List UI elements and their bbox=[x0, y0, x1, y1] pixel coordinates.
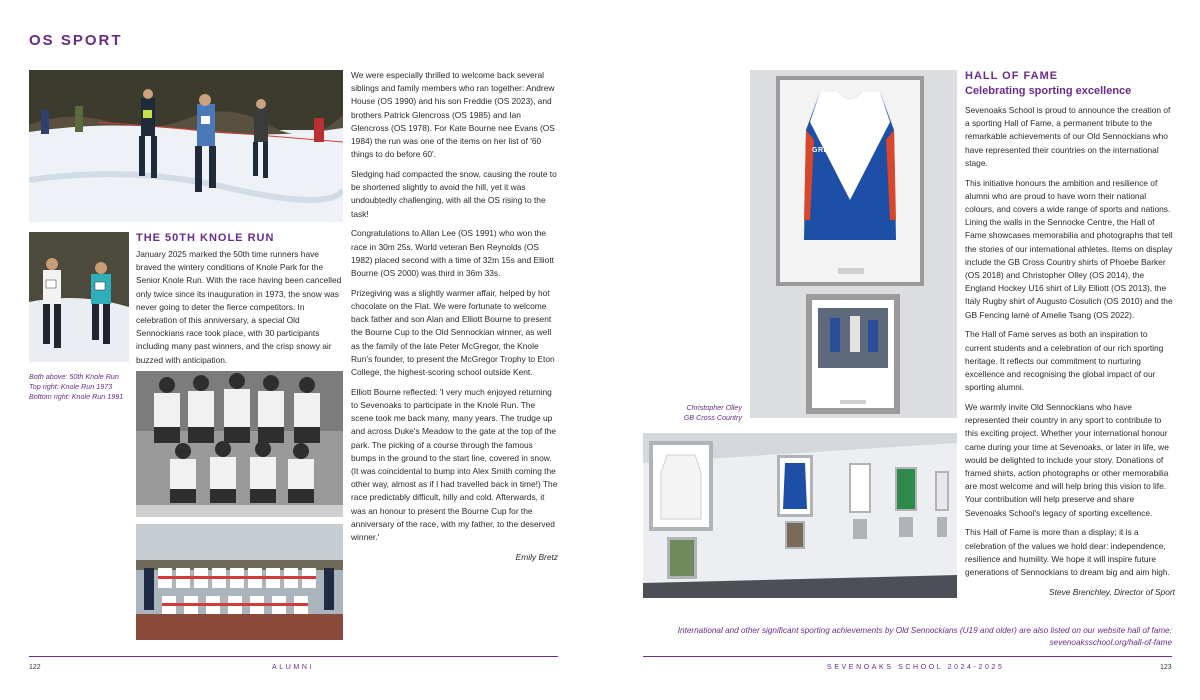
knole-run-main-photo bbox=[29, 70, 343, 222]
website-link[interactable]: sevenoaksschool.org/hall-of-fame bbox=[1049, 638, 1172, 647]
article-paragraph: Elliott Bourne reflected: 'I very much enjoyed returning to Sevenoaks to participate in the Knole Run. The scene took me back many, many years. The trudge up and across Duke's Meadow to the gate at the top of the park. The picking of a course through the famous bumps in the ground to the start line, covered in snow. (It was coincidental to bump into Alex Smith coming the other way, almost as if I had travelled back in time!) The race predictably difficult, hilly and cold. Afterwards, it was an honour to present the Bourne Cup for the anniversary of the race, with my father, to the deserved winner.' bbox=[351, 386, 558, 543]
shirt-text: GREAT BRITAIN bbox=[812, 147, 873, 154]
right-photo-caption bbox=[645, 403, 742, 423]
hof-paragraph: The Hall of Fame serves as both an inspiration to current students and a celebration of our rich sporting heritage. It reflects our commitment to nurturing excellence and recognising the global impact of our sporting alumni. bbox=[965, 329, 1164, 393]
caption-line: GB Cross Country bbox=[683, 413, 742, 422]
hof-signature: Steve Brenchley, Director of Sport bbox=[1049, 586, 1175, 597]
knole-run-runners-photo bbox=[29, 232, 129, 362]
hof-paragraph: This initiative honours the ambition and resilience of alumni who are proud to have worn their national colours, and covers a wide range of sports and nations. Lining the walls in the Sennocke Centre, the Hall of Fame showcases memorabilia and photographs that tell the stories of our international athletes. Items on display include the GB Cross Country shirts of Phoebe Barker (OS 2018) and Christopher Olley (OS 2014), the England Hockey U16 shirt of Lily Elliott (OS 2013), the Italy Rugby shirt of Augusto Cosulich (OS 2010) and the GB Fencing lamé of Amelie Tsang (OS 2022). bbox=[965, 177, 1173, 320]
hall-of-fame-subtitle: Celebrating sporting excellence bbox=[965, 85, 1132, 97]
hall-of-fame-wall-photo bbox=[643, 433, 957, 598]
website-note bbox=[645, 625, 1172, 649]
article-paragraph: Sledging had compacted the snow, causing the route to be shortened slightly to avoid the hill, yet it was undoubtedly challenging, with all the OS rising to the task! bbox=[351, 169, 557, 219]
hall-of-fame-label: HALL OF FAME bbox=[965, 70, 1059, 82]
website-note-text: International and other significant sporting achievements by Old Sennockians (U19 and older) are also listed on our website hall of fame: bbox=[677, 626, 1172, 635]
left-page-number: 122 bbox=[29, 664, 41, 671]
article-paragraph: Prizegiving was a slightly warmer affair, helped by hot chocolate on the Flat. We were fortunate to welcome back father and son Alan and Elliott Bourne to present the Bourne Cup to the Old Sennockian winner, as well as the family of the late Peter McGregor, the Knole Run's founder, to present the McGregor Trophy to Eton College, the highest-scoring school outside Kent. bbox=[351, 287, 555, 378]
footer-left-label: ALUMNI bbox=[272, 664, 315, 671]
hof-paragraph: Sevenoaks School is proud to announce the creation of a sporting Hall of Fame, a permanent tribute to the remarkable achievements of our Old Sennockians who have represented their countries on the international stage. bbox=[965, 105, 1171, 168]
caption-line: Christopher Olley bbox=[686, 403, 742, 412]
footer-rule-right bbox=[643, 656, 1172, 657]
left-photo-caption bbox=[29, 372, 129, 402]
section-title: OS SPORT bbox=[29, 32, 123, 49]
hall-of-fame-body bbox=[965, 104, 1175, 606]
caption-line: Bottom right: Knole Run 1991 bbox=[29, 392, 124, 401]
footer-rule-left bbox=[29, 656, 558, 657]
caption-line: Top right: Knole Run 1973 bbox=[29, 382, 113, 391]
article-paragraph: We were especially thrilled to welcome back several siblings and family members who ran together: Andrew House (OS 1990) and his son Freddie (OS 2023), and brothers Patrick Glencross (OS 1985) and Ian Glencross (OS 1978). For Kate Bourne nee Evans (OS 1984) the run was one of the items on her list of '60 things to do before 60'. bbox=[351, 70, 555, 160]
right-page-number: 123 bbox=[1160, 664, 1172, 671]
article-paragraph: Congratulations to Allan Lee (OS 1991) who won the race in 30m 25s. World veteran Ben Reynolds (OS 1982) placed second with a time of 32m 15s and Elliott Bourne (OS 2000) was third in 36m 33s. bbox=[351, 228, 554, 279]
article-intro-text: January 2025 marked the 50th time runners have braved the wintery conditions of Knole Park for the Senior Knole Run. With the race having been cancelled only twice since its inauguration in 1973, the snow was never going to deter the fierce competitors. In celebration of this anniversary, a special Old Sennockians race took place, with 30 participants including many past winners, and the crisp snowy air buzzed with anticipation. bbox=[136, 249, 342, 365]
knole-run-1973-photo bbox=[136, 371, 343, 517]
article-body bbox=[351, 69, 558, 571]
article-heading: THE 50TH KNOLE RUN bbox=[136, 232, 275, 244]
gb-shirt-frame-photo bbox=[750, 70, 957, 418]
article-signature: Emily Bretz bbox=[515, 551, 558, 562]
article-intro bbox=[136, 248, 345, 373]
hof-paragraph: This Hall of Fame is more than a display; it is a celebration of the values we hold dear: independence, resilience and humility. We hope it will inspire future generations of Sennockians to dream big and aim high. bbox=[965, 527, 1170, 578]
hof-paragraph: We warmly invite Old Sennockians who have represented their country in any sport to contribute to this exciting project. Whether your international honour came during your time at Sevenoaks, or later in life, we would be delighted to include your story. Donations of framed shirts, action photographs or other memorabilia are most welcome and will help bring this vision to life. Your contribution will help preserve and share Sevenoaks School's legacy of sporting excellence. bbox=[965, 402, 1169, 518]
footer-right-label: SEVENOAKS SCHOOL 2024-2025 bbox=[827, 664, 1005, 671]
caption-line: Both above: 50th Knole Run bbox=[29, 372, 119, 381]
knole-run-1991-photo bbox=[136, 524, 343, 640]
